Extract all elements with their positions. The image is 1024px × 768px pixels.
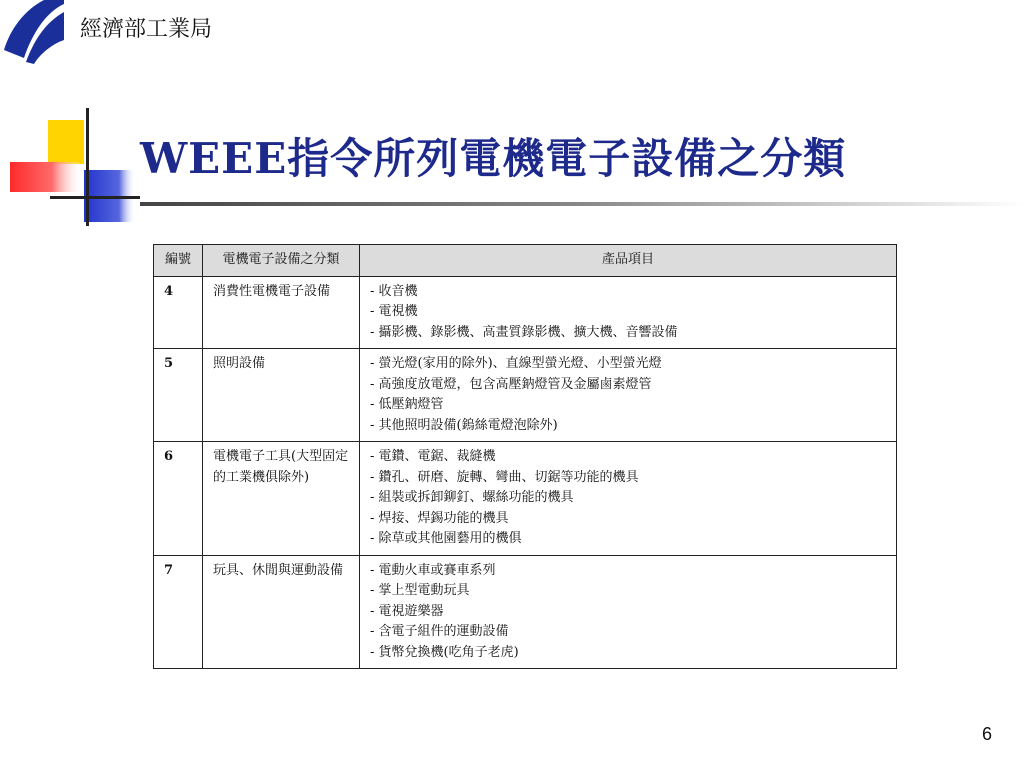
row-category: 照明設備: [203, 349, 360, 442]
row-category: 玩具、休閒與運動設備: [203, 555, 360, 669]
product-item: ‐ 鑽孔、研磨、旋轉、彎曲、切鋸等功能的機具: [370, 469, 639, 485]
product-item: ‐ 電視機: [370, 304, 418, 319]
row-number: 5: [154, 349, 203, 442]
slide-title: WEEE指令所列電機電子設備之分類: [140, 134, 847, 183]
product-item: ‐ 電動火車或賽車系列: [370, 562, 496, 578]
product-item: ‐ 除草或其他園藝用的機俱: [370, 531, 522, 546]
bureau-logo: [0, 0, 64, 64]
row-number: 6: [154, 442, 203, 556]
row-number: 4: [154, 276, 203, 349]
row-number: 7: [154, 555, 203, 669]
product-item: ‐ 組裝或拆卸鉚釘、螺絲功能的機具: [370, 490, 574, 505]
product-item: ‐ 低壓鈉燈管: [370, 397, 444, 412]
product-item: ‐ 螢光燈(家用的除外)、直線型螢光燈、小型螢光燈: [370, 356, 662, 371]
title-decoration: [0, 100, 140, 230]
product-item: ‐ 攝影機、錄影機、高畫質錄影機、擴大機、音響設備: [370, 324, 678, 340]
row-products: [360, 349, 897, 442]
page-number: 6: [981, 724, 992, 744]
product-item: ‐ 掌上型電動玩具: [370, 583, 470, 598]
header-number: 編號: [154, 245, 203, 277]
table-row: [154, 442, 897, 556]
product-item: ‐ 含電子組件的運動設備: [370, 624, 509, 639]
table-row: [154, 555, 897, 669]
row-category: 電機電子工具(大型固定的工業機俱除外): [203, 442, 360, 556]
row-products: [360, 276, 897, 349]
table-row: [154, 349, 897, 442]
product-item: ‐ 高強度放電燈，包含高壓鈉燈管及金屬鹵素燈管: [370, 376, 652, 392]
product-item: ‐ 焊接、焊錫功能的機具: [370, 510, 509, 526]
product-item: ‐ 電視遊樂器: [370, 603, 444, 619]
row-products: [360, 555, 897, 669]
header-category: 電機電子設備之分類: [203, 245, 360, 277]
table-header-row: [154, 245, 897, 277]
organization-name: 經濟部工業局: [80, 17, 213, 42]
product-item: ‐ 電鑽、電鋸、裁縫機: [370, 449, 496, 464]
classification-table: [153, 244, 897, 669]
product-item: ‐ 其他照明設備(鎢絲電燈泡除外): [370, 417, 558, 433]
row-products: [360, 442, 897, 556]
header-products: 產品項目: [360, 245, 897, 277]
title-underline: [0, 200, 1024, 210]
product-item: ‐ 貨幣兌換機(吃角子老虎): [370, 644, 519, 660]
table-row: [154, 276, 897, 349]
product-item: ‐ 收音機: [370, 283, 418, 299]
row-category: 消費性電機電子設備: [203, 276, 360, 349]
